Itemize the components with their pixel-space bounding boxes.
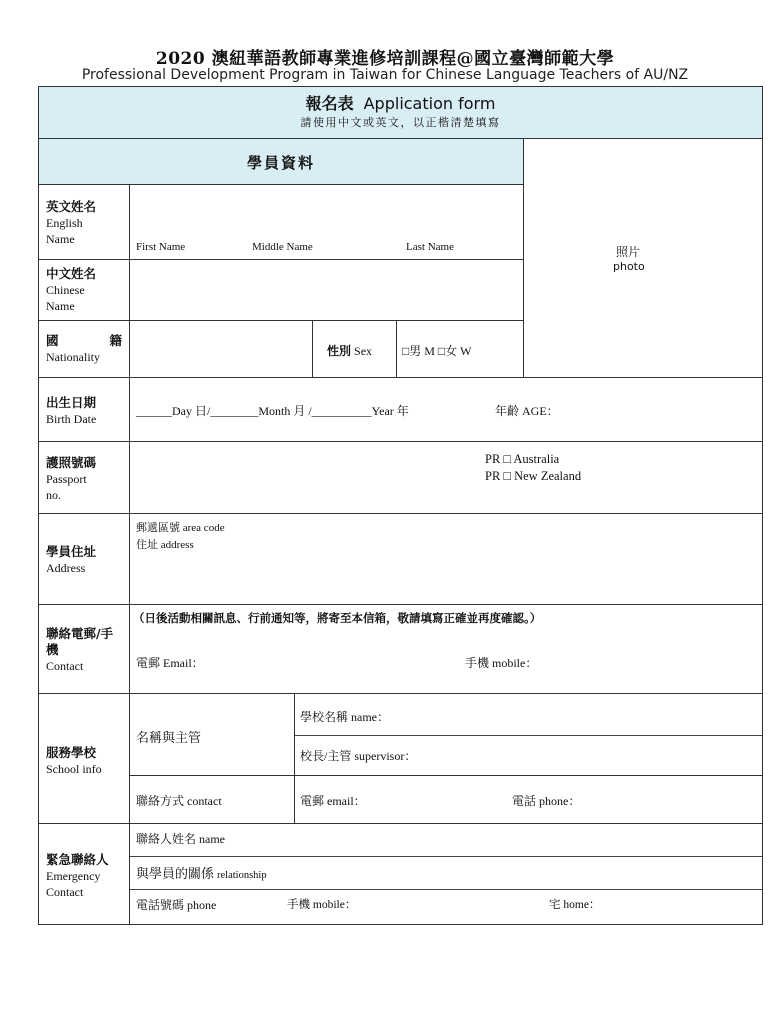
area-code-field[interactable]: 郵遞區號 area code xyxy=(136,522,225,534)
contact-note: （日後活動相關訊息、行前通知等，將寄至本信箱，敬請填寫正確並再度確認。） xyxy=(133,611,542,625)
english-name-field[interactable] xyxy=(130,185,522,258)
form-heading-zh: 報名表 xyxy=(305,94,354,113)
emergency-contact-label: 緊急聯絡人 Emergency Contact xyxy=(46,852,109,899)
mobile-field[interactable]: 手機 mobile： xyxy=(465,656,538,670)
school-phone-field[interactable]: 電話 phone： xyxy=(512,794,581,808)
emergency-mobile-field[interactable]: 手機 mobile： xyxy=(287,899,357,911)
sex-options[interactable]: □男 M □女 W xyxy=(402,344,472,358)
photo-box[interactable] xyxy=(524,139,761,376)
age-field[interactable]: 年齡 AGE： xyxy=(495,404,559,418)
name-supervisor-label: 名稱與主管 xyxy=(136,730,202,745)
address-label: 學員住址 Address xyxy=(46,544,97,575)
supervisor-field[interactable]: 校長/主管 supervisor： xyxy=(300,749,417,763)
page-title: 2020 澳紐華語教師專業進修培訓課程@國立臺灣師範大學 xyxy=(155,49,615,69)
sex-label: 性別 Sex xyxy=(327,344,373,358)
contact-label: 聯絡電郵/手 機 Contact xyxy=(46,626,114,673)
nationality-field[interactable] xyxy=(130,321,311,376)
address-field[interactable]: 住址 address xyxy=(136,539,194,551)
birth-date-field[interactable]: ______Day 日/________Month 月 /__________Year 年 xyxy=(136,404,409,418)
school-info-label: 服務學校 School info xyxy=(46,745,102,776)
emergency-name-field[interactable]: 聯絡人姓名 name xyxy=(136,832,225,846)
pr-newzealand-checkbox[interactable]: PR □ New Zealand xyxy=(485,469,582,483)
school-email-field[interactable]: 電郵 email： xyxy=(300,794,366,808)
form-heading xyxy=(39,91,762,114)
school-contact-label: 聯絡方式 contact xyxy=(136,794,222,808)
last-name-label: Last Name xyxy=(406,241,454,253)
school-name-field[interactable]: 學校名稱 name： xyxy=(300,710,389,724)
chinese-name-field[interactable] xyxy=(130,260,522,319)
passport-label: 護照號碼 Passport no. xyxy=(46,455,97,502)
photo-label-zh: 照片 xyxy=(616,245,641,259)
nationality-label: 國 籍 Nationality xyxy=(46,333,122,364)
emergency-home-field[interactable]: 宅 home： xyxy=(549,899,601,911)
birth-date-label: 出生日期 Birth Date xyxy=(46,395,97,426)
first-name-label: First Name xyxy=(136,241,186,253)
emergency-phone-field[interactable]: 電話號碼 phone xyxy=(136,898,217,912)
english-name-label: 英文姓名 English Name xyxy=(46,199,97,246)
form-heading-en: Application form xyxy=(363,94,496,113)
chinese-name-label: 中文姓名 Chinese Name xyxy=(46,266,97,313)
section-title: 學員資料 xyxy=(246,154,315,172)
form-instruction: 請使用中文或英文，以正楷清楚填寫 xyxy=(300,117,501,129)
pr-australia-checkbox[interactable]: PR □ Australia xyxy=(485,452,560,466)
photo-label-en: photo xyxy=(613,260,645,273)
page-subtitle: Professional Development Program in Taiwan for Chinese Language Teachers of AU/NZ xyxy=(81,67,689,83)
passport-field[interactable] xyxy=(130,442,470,512)
email-field[interactable]: 電郵 Email： xyxy=(136,656,204,670)
middle-name-label: Middle Name xyxy=(252,241,313,253)
emergency-relationship-field[interactable]: 與學員的關係 relationship xyxy=(136,866,267,881)
